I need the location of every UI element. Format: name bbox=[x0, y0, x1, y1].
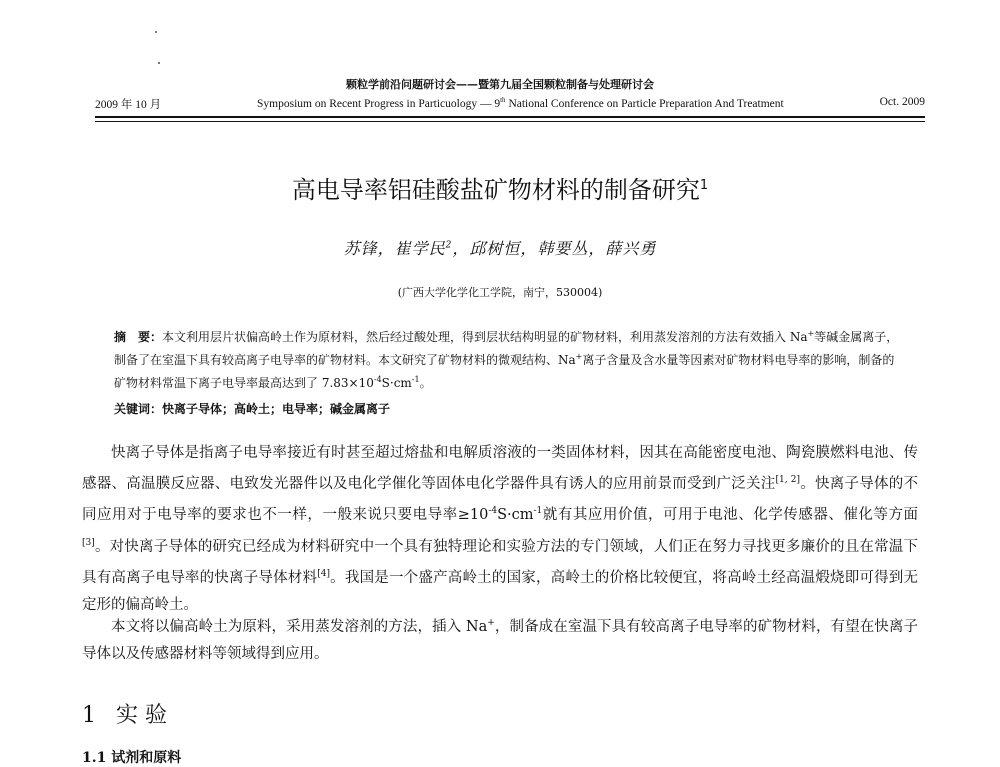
affiliation: (广西大学化学化工学院，南宁，530004) bbox=[397, 286, 603, 299]
subsection-heading-1-1: 1.1 试剂和原料 bbox=[82, 750, 182, 766]
keywords: 关键词：快离子导体；高岭土；电导率；碱金属离子 bbox=[114, 402, 391, 416]
citation-ref: [1, 2] bbox=[775, 475, 800, 486]
author-footnote-mark: 2 bbox=[445, 240, 453, 251]
section-heading-1 bbox=[82, 698, 167, 729]
header-symposium-en: Symposium on Recent Progress in Particuology — 9th National Conference on Particle Preparation And Treatment bbox=[257, 96, 784, 110]
conference-header-cn: 颗粒学前沿问题研讨会——暨第九届全国颗粒制备与处理研讨会 bbox=[346, 78, 654, 91]
section-title: 实 验 bbox=[116, 703, 167, 728]
section-number: 1 bbox=[82, 703, 96, 728]
paper-title: 高电导率铝硅酸盐矿物材料的制备研究$^1$ bbox=[291, 176, 709, 204]
conference-header-line bbox=[95, 96, 925, 112]
intro-paragraph-2: 本文将以偏高岭土为原料，采用蒸发溶剂的方法，插入 Na+，制备成在室温下具有较高离子电导率的矿物材料，有望在快离子导体以及传感器材料等领域得到应用。 bbox=[82, 618, 918, 663]
abstract-label: 摘 要： bbox=[114, 330, 163, 344]
title-footnote-mark: 1 bbox=[699, 178, 709, 193]
citation-ref: [3] bbox=[82, 537, 95, 548]
abstract: 摘 要：本文利用层片状偏高岭土作为原材料，然后经过酸处理，得到层状结构明显的矿物材料，利用蒸发溶剂的方法有效插入 Na+等碱金属离子，制备了在室温下具有较高离子电导率的矿物材料。本文研究了矿物材料的微观结构、Na+离子含量及含水量等因素对矿物材料电导率的影响，制备的矿物材料常温下离子电导率最高达到了 $7.83\times 10^{-4}S\cdot cm^{-1}$。 bbox=[114, 329, 899, 390]
scan-speck bbox=[158, 62, 160, 64]
citation-ref: [4] bbox=[317, 568, 330, 579]
header-rule-thin bbox=[95, 121, 925, 122]
intro-paragraph-1: 快离子导体是指离子电导率接近有时甚至超过熔盐和电解质溶液的一类固体材料，因其在高能密度电池、陶瓷膜燃料电池、传感器、高温膜反应器、电致发光器件以及电化学催化等固体电化学器件具有诱人的应用前景而受到广泛关注[1, 2]。快离子导体的不同应用对于电导率的要求也不一样，一般来说只要电导率$\ge 10^{-4}S\cdot cm^{-1}$就有其应用价值，可用于电池、化学传感器、催化等方面[3]。对快离子导体的研究已经成为材料研究中一个具有独特理论和实验方法的专门领域，人们正在努力寻找更多廉价的且在常温下具有高离子电导率的快离子导体材料[4]。我国是一个盛产高岭土的国家，高岭土的价格比较便宜，将高岭土经高温煅烧即可得到无定形的偏高岭土。 bbox=[82, 445, 919, 613]
header-rule-thick bbox=[95, 116, 925, 118]
author-list: 苏锋，崔学民$^2$，邱树恒，韩要丛，薛兴勇 bbox=[343, 239, 657, 258]
header-date-en: Oct. 2009 bbox=[879, 96, 925, 108]
scan-speck bbox=[155, 31, 157, 33]
header-date-cn: 2009 年 10 月 bbox=[95, 99, 162, 111]
